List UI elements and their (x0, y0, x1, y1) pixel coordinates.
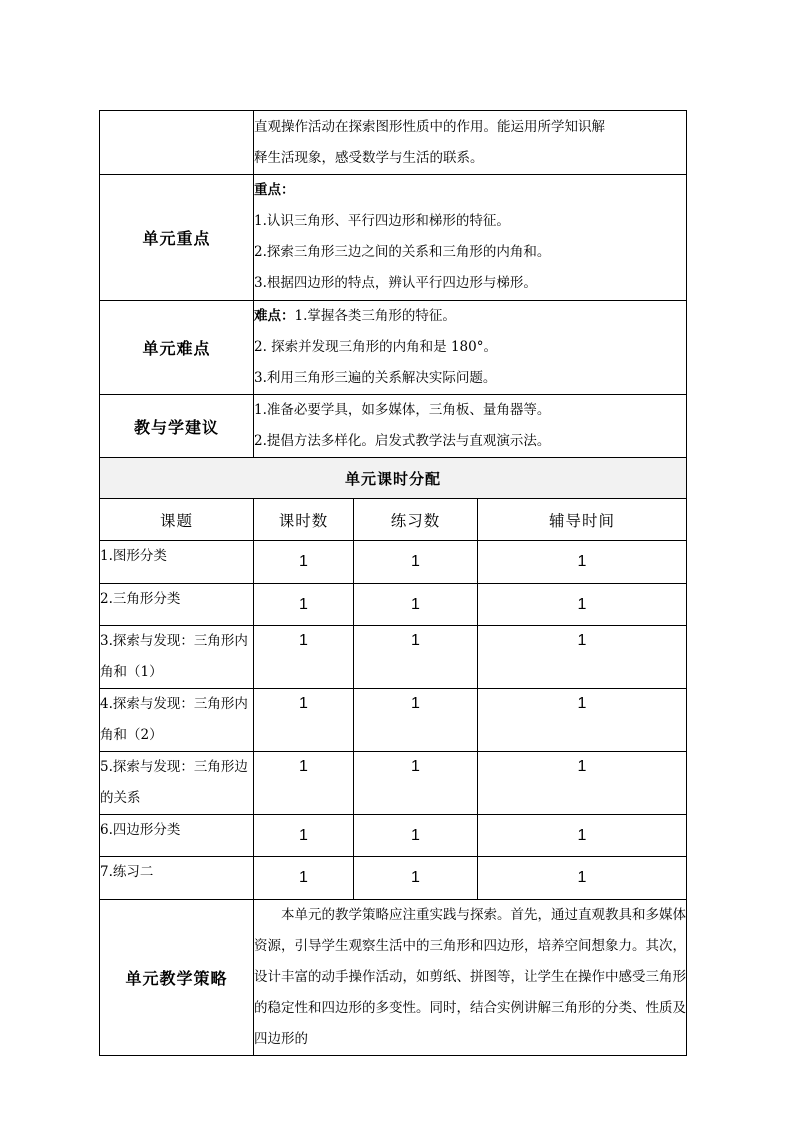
header-topic: 课题 (100, 499, 254, 541)
suggestions-label: 教与学建议 (100, 395, 254, 458)
intro-label-cell (100, 111, 254, 175)
row-topic: 7.练习二 (100, 857, 254, 900)
suggestion-item: 2.提倡方法多样化。启发式教学法与直观演示法。 (254, 433, 551, 449)
difficulties-row (100, 301, 687, 395)
row-topic: 2.三角形分类 (100, 584, 254, 626)
row-topic: 4.探索与发现：三角形内角和（2） (100, 689, 254, 752)
row-exercises: 1 (354, 752, 478, 815)
row-lessons: 1 (254, 857, 354, 900)
row-topic: 5.探索与发现：三角形边的关系 (100, 752, 254, 815)
key-points-row (100, 175, 687, 301)
row-tutoring: 1 (478, 689, 687, 752)
table-row (100, 689, 687, 752)
row-exercises: 1 (354, 857, 478, 900)
row-lessons: 1 (254, 626, 354, 689)
row-topic: 1.图形分类 (100, 541, 254, 584)
difficulty-item: 3.利用三角形三遍的关系解决实际问题。 (254, 370, 497, 386)
key-points-content (254, 175, 687, 301)
row-tutoring: 1 (478, 584, 687, 626)
header-exercises: 练习数 (354, 499, 478, 541)
table-row (100, 541, 687, 584)
key-points-label: 单元重点 (100, 175, 254, 301)
difficulty-item-text: 1.掌握各类三角形的特征。 (294, 308, 456, 324)
difficulties-label: 单元难点 (100, 301, 254, 395)
intro-row (100, 111, 687, 175)
row-lessons: 1 (254, 689, 354, 752)
row-lessons: 1 (254, 584, 354, 626)
key-point-item: 1.认识三角形、平行四边形和梯形的特征。 (254, 213, 510, 229)
header-lessons: 课时数 (254, 499, 354, 541)
row-lessons: 1 (254, 541, 354, 584)
row-tutoring: 1 (478, 541, 687, 584)
row-tutoring: 1 (478, 815, 687, 857)
table-row (100, 752, 687, 815)
table-row (100, 815, 687, 857)
row-exercises: 1 (354, 584, 478, 626)
row-lessons: 1 (254, 815, 354, 857)
unit-plan-table (99, 110, 687, 1056)
schedule-title-row (100, 458, 687, 499)
schedule-title: 单元课时分配 (100, 458, 687, 499)
difficulty-item: 2. 探索并发现三角形的内角和是 180°。 (254, 339, 497, 355)
table-row (100, 584, 687, 626)
schedule-header-row (100, 499, 687, 541)
row-tutoring: 1 (478, 752, 687, 815)
strategy-text: 本单元的教学策略应注重实践与探索。首先，通过直观教具和多媒体资源，引导学生观察生活中的三角形和四边形，培养空间想象力。其次，设计丰富的动手操作活动，如剪纸、拼图等，让学生在操作中感受三角形的稳定性和四边形的多变性。同时，结合实例讲解三角形的分类、性质及四边形的 (254, 900, 687, 1056)
difficulties-content (254, 301, 687, 395)
row-tutoring: 1 (478, 857, 687, 900)
strategy-row (100, 900, 687, 1056)
row-topic: 3.探索与发现：三角形内角和（1） (100, 626, 254, 689)
key-point-item: 2.探索三角形三边之间的关系和三角形的内角和。 (254, 244, 551, 260)
row-topic: 6.四边形分类 (100, 815, 254, 857)
intro-line: 释生活现象，感受数学与生活的联系。 (254, 149, 484, 166)
intro-text-cell (254, 111, 687, 175)
suggestions-content (254, 395, 687, 458)
difficulty-item (254, 301, 686, 332)
suggestions-row (100, 395, 687, 458)
table-row (100, 857, 687, 900)
strategy-label: 单元教学策略 (100, 900, 254, 1056)
row-exercises: 1 (354, 541, 478, 584)
header-tutoring: 辅导时间 (478, 499, 687, 541)
table-row (100, 626, 687, 689)
intro-line: 直观操作活动在探索图形性质中的作用。能运用所学知识解 (254, 118, 605, 135)
suggestion-item: 1.准备必要学具，如多媒体，三角板、量角器等。 (254, 402, 551, 418)
row-exercises: 1 (354, 626, 478, 689)
row-exercises: 1 (354, 689, 478, 752)
key-points-heading: 重点： (254, 182, 295, 198)
row-exercises: 1 (354, 815, 478, 857)
row-tutoring: 1 (478, 626, 687, 689)
row-lessons: 1 (254, 752, 354, 815)
difficulties-heading: 难点： (254, 308, 295, 324)
key-point-item: 3.根据四边形的特点，辨认平行四边形与梯形。 (254, 275, 537, 291)
